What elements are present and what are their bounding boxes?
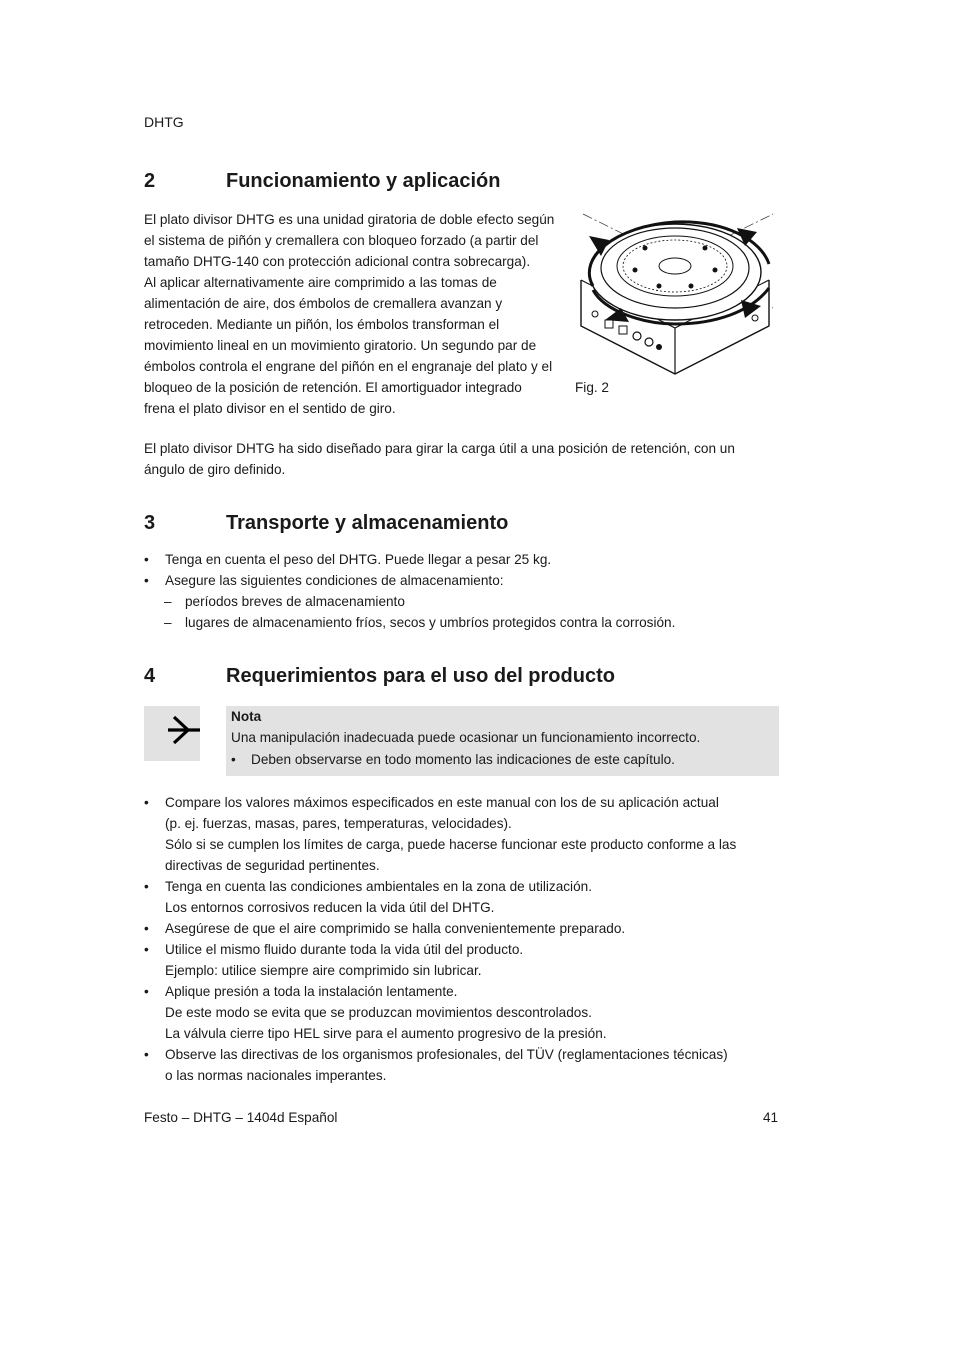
section-2-paragraph-1 (144, 209, 569, 419)
rotary-indexing-table-figure (575, 208, 780, 380)
text-line: o las normas nacionales imperantes. (165, 1068, 387, 1083)
dash: – (164, 615, 172, 630)
footer-document-info: Festo – DHTG – 1404d Español (144, 1110, 338, 1125)
text-line: El plato divisor DHTG es una unidad giratoria de doble efecto según (144, 212, 555, 227)
text-line: Observe las directivas de los organismos profesionales, del TÜV (reglamentaciones técnicas) (165, 1047, 728, 1062)
text-line: Asegúrese de que el aire comprimido se halla convenientemente preparado. (165, 921, 626, 936)
text-line: Compare los valores máximos especificados en este manual con los de su aplicación actual (165, 795, 719, 810)
section-2-number: 2 (144, 170, 156, 192)
bullet: • (144, 573, 149, 588)
text-line: Los entornos corrosivos reducen la vida útil del DHTG. (165, 900, 495, 915)
text-line: alimentación de aire, dos émbolos de cremallera avanzan y (144, 296, 503, 311)
document-code: DHTG (144, 114, 184, 130)
text-line: Sólo si se cumplen los límites de carga, puede hacerse funcionar este producto conforme a las (165, 837, 737, 852)
text-line: el sistema de piñón y cremallera con bloqueo forzado (a partir del (144, 233, 539, 248)
text-line: directivas de seguridad pertinentes. (165, 858, 380, 873)
text-line: Utilice el mismo fluido durante toda la vida útil del producto. (165, 942, 524, 957)
section-3-title: Transporte y almacenamiento (226, 512, 509, 534)
text-line: frena el plato divisor en el sentido de giro. (144, 401, 396, 416)
text-line: De este modo se evita que se produzcan movimientos descontrolados. (165, 1005, 592, 1020)
note-icon-box (144, 706, 200, 761)
arrow-right-icon (144, 706, 200, 761)
bullet: • (144, 984, 149, 999)
section-2-title: Funcionamiento y aplicación (226, 170, 501, 192)
list-item-text: Asegure las siguientes condiciones de almacenamiento: (165, 573, 504, 588)
section-3-number: 3 (144, 512, 156, 534)
section-2-paragraph-2 (144, 438, 784, 480)
bullet: • (144, 1047, 149, 1062)
text-line: El plato divisor DHTG ha sido diseñado para girar la carga útil a una posición de retención, con un (144, 441, 735, 456)
bullet: • (144, 552, 149, 567)
figure-caption: Fig. 2 (575, 380, 609, 395)
bullet: • (144, 879, 149, 894)
section-4-number: 4 (144, 665, 156, 687)
text-line: retroceden. Mediante un piñón, los émbolos transforman el (144, 317, 500, 332)
text-line: tamaño DHTG-140 con protección adicional contra sobrecarga). (144, 254, 531, 269)
text-line: movimiento lineal en un movimiento giratorio. Un segundo par de (144, 338, 537, 353)
text-line: Tenga en cuenta las condiciones ambientales en la zona de utilización. (165, 879, 592, 894)
text-line: Al aplicar alternativamente aire comprimido a las tomas de (144, 275, 497, 290)
section-4-title: Requerimientos para el uso del producto (226, 665, 615, 687)
bullet: • (144, 795, 149, 810)
note-title: Nota (231, 709, 262, 724)
text-line: Aplique presión a toda la instalación lentamente. (165, 984, 458, 999)
sub-list-item-text: períodos breves de almacenamiento (185, 594, 405, 609)
text-line: (p. ej. fuerzas, masas, pares, temperaturas, velocidades). (165, 816, 512, 831)
note-list-item (231, 749, 675, 770)
bullet: • (144, 942, 149, 957)
page-number: 41 (763, 1110, 779, 1125)
dash: – (164, 594, 172, 609)
list-item-text: Tenga en cuenta el peso del DHTG. Puede llegar a pesar 25 kg. (165, 552, 552, 567)
note-text: Una manipulación inadecuada puede ocasionar un funcionamiento incorrecto. (231, 730, 701, 745)
bullet: • (231, 752, 236, 767)
text-line: Ejemplo: utilice siempre aire comprimido sin lubricar. (165, 963, 482, 978)
sub-list-item-text: lugares de almacenamiento fríos, secos y umbríos protegidos contra la corrosión. (185, 615, 676, 630)
text-line: La válvula cierre tipo HEL sirve para el aumento progresivo de la presión. (165, 1026, 607, 1041)
text-line: bloqueo de la posición de retención. El amortiguador integrado (144, 380, 522, 395)
bullet: • (144, 921, 149, 936)
note-list-item-text: Deben observarse en todo momento las indicaciones de este capítulo. (251, 752, 675, 767)
text-line: émbolos controla el engrane del piñón en el engranaje del plato y el (144, 359, 553, 374)
text-line: ángulo de giro definido. (144, 462, 286, 477)
